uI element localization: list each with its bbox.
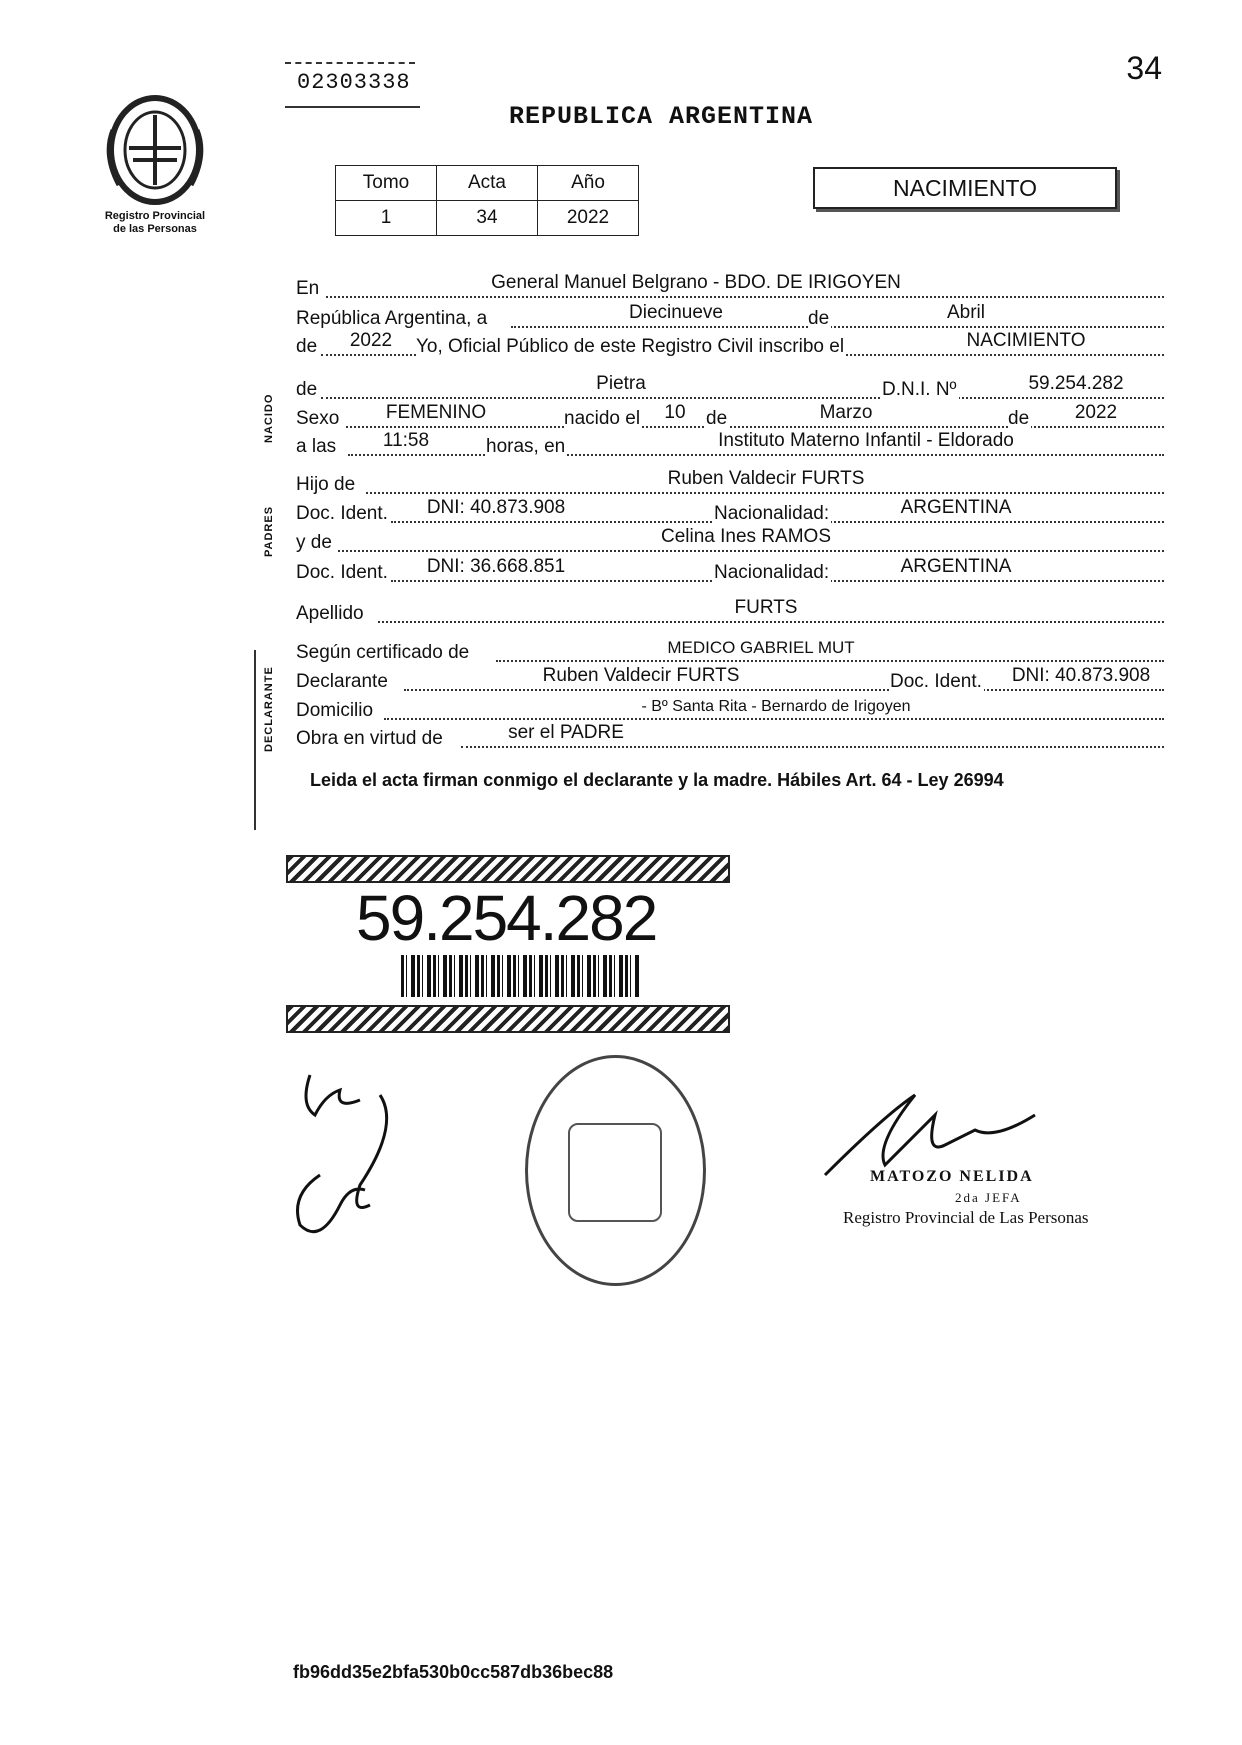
row-address [296, 694, 1164, 724]
sticker-bottom-band [286, 1005, 730, 1033]
side-label-declarante: DECLARANTE [263, 666, 275, 752]
dni-sticker [286, 855, 726, 1035]
republica-label: República Argentina, a [296, 308, 488, 329]
nacido-label: nacido el [564, 408, 641, 429]
agency-line-1: Registro Provincial [104, 210, 206, 222]
anio-header: Año [538, 166, 639, 201]
anio-value: 2022 [538, 201, 639, 236]
serial-number: 02303338 [297, 70, 411, 95]
acta-value: 34 [437, 201, 538, 236]
certificate-value: MEDICO GABRIEL MUT [667, 638, 855, 657]
document-hash: fb96dd35e2bfa530b0cc587db36bec88 [293, 1662, 614, 1682]
row-act [296, 330, 1164, 360]
row-father-doc [296, 497, 1164, 527]
row-mother-doc [296, 556, 1164, 586]
month-value: Abril [946, 302, 985, 323]
row-time [296, 430, 1164, 460]
row-father [296, 468, 1164, 498]
declarante-side-bar [254, 650, 256, 830]
hijo-label: Hijo de [296, 474, 356, 495]
document-type-box: NACIMIENTO [813, 167, 1117, 209]
de-label-3: de [296, 379, 318, 400]
child-dni-value: 59.254.282 [1028, 373, 1124, 394]
agency-line-2: de las Personas [113, 223, 197, 235]
row-capacity [296, 722, 1164, 752]
alas-label: a las [296, 436, 337, 457]
declarant-signature-icon [280, 1055, 430, 1255]
birth-day-value: 10 [664, 402, 686, 423]
apellido-label: Apellido [296, 603, 364, 624]
country-title: REPUBLICA ARGENTINA [508, 102, 814, 131]
row-surname [296, 597, 1164, 627]
address-value: - Bº Santa Rita - Bernardo de Irigoyen [641, 698, 911, 715]
surname-value: FURTS [734, 597, 798, 618]
domicilio-label: Domicilio [296, 700, 374, 721]
row-certificate [296, 636, 1164, 666]
declarante-label: Declarante [296, 671, 388, 692]
de-label-1: de [808, 308, 830, 329]
barcode-icon [401, 955, 641, 997]
birth-place-value: Instituto Materno Infantil - Eldorado [718, 430, 1014, 451]
province-seal-icon [95, 90, 215, 210]
en-label: En [296, 278, 320, 299]
de-label-5: de [1008, 408, 1030, 429]
capacity-value: ser el PADRE [508, 722, 624, 743]
child-name-value: Pietra [596, 373, 646, 394]
act-kind-value: NACIMIENTO [966, 330, 1086, 351]
year-value: 2022 [349, 330, 393, 351]
father-nationality-value: ARGENTINA [900, 497, 1012, 518]
sexo-label: Sexo [296, 408, 340, 429]
registry-office-value: General Manuel Belgrano - BDO. DE IRIGOYEN [491, 272, 901, 293]
page-number: 34 [1126, 50, 1162, 86]
father-nac-label: Nacionalidad: [714, 503, 830, 524]
father-name-value: Ruben Valdecir FURTS [667, 468, 865, 489]
official-stamp-icon [525, 1055, 706, 1286]
row-en [296, 272, 1164, 302]
father-dni-value: DNI: 40.873.908 [426, 497, 566, 518]
declarant-name-value: Ruben Valdecir FURTS [542, 665, 740, 686]
row-declarant [296, 665, 1164, 695]
side-label-nacido: NACIDO [263, 393, 275, 443]
birth-month-value: Marzo [819, 402, 873, 423]
sex-value: FEMENINO [385, 402, 487, 423]
declarant-dni-value: DNI: 40.873.908 [1011, 665, 1151, 686]
mother-dni-value: DNI: 36.668.851 [426, 556, 566, 577]
acta-header: Acta [437, 166, 538, 201]
row-date [296, 302, 1164, 332]
closing-statement: Leida el acta firman conmigo el declarante y la madre. Hábiles Art. 64 - Ley 26994 [310, 770, 1004, 790]
declarant-docid-label: Doc. Ident. [890, 671, 982, 692]
segun-label: Según certificado de [296, 642, 470, 663]
day-value: Diecinueve [629, 302, 723, 323]
sticker-top-band [286, 855, 730, 883]
mother-nationality-value: ARGENTINA [900, 556, 1012, 577]
horas-label: horas, en [486, 436, 566, 457]
yo-text: Yo, Oficial Público de este Registro Civil inscribo el [416, 336, 845, 357]
mother-docid-label: Doc. Ident. [296, 562, 388, 583]
row-sex [296, 402, 1164, 432]
official-agency: Registro Provincial de Las Personas [843, 1208, 1089, 1227]
obra-label: Obra en virtud de [296, 728, 443, 749]
side-label-padres: PADRES [263, 505, 275, 557]
tomo-value: 1 [336, 201, 437, 236]
yde-label: y de [296, 532, 332, 553]
de-label-2: de [296, 336, 318, 357]
row-name [296, 373, 1164, 403]
mother-nac-label: Nacionalidad: [714, 562, 830, 583]
agency-caption [80, 210, 230, 236]
mother-name-value: Celina Ines RAMOS [660, 526, 831, 547]
father-docid-label: Doc. Ident. [296, 503, 388, 524]
row-mother [296, 526, 1164, 556]
tomo-header: Tomo [336, 166, 437, 201]
official-name: MATOZO NELIDA [870, 1168, 1034, 1185]
time-value: 11:58 [382, 430, 430, 451]
de-label-4: de [706, 408, 728, 429]
sticker-dni-number: 59.254.282 [356, 882, 657, 954]
birth-year-value: 2022 [1074, 402, 1118, 423]
official-title: 2da JEFA [955, 1190, 1022, 1205]
reference-table [335, 165, 639, 236]
dni-label: D.N.I. Nº [882, 379, 957, 400]
serial-number-box [285, 60, 420, 108]
